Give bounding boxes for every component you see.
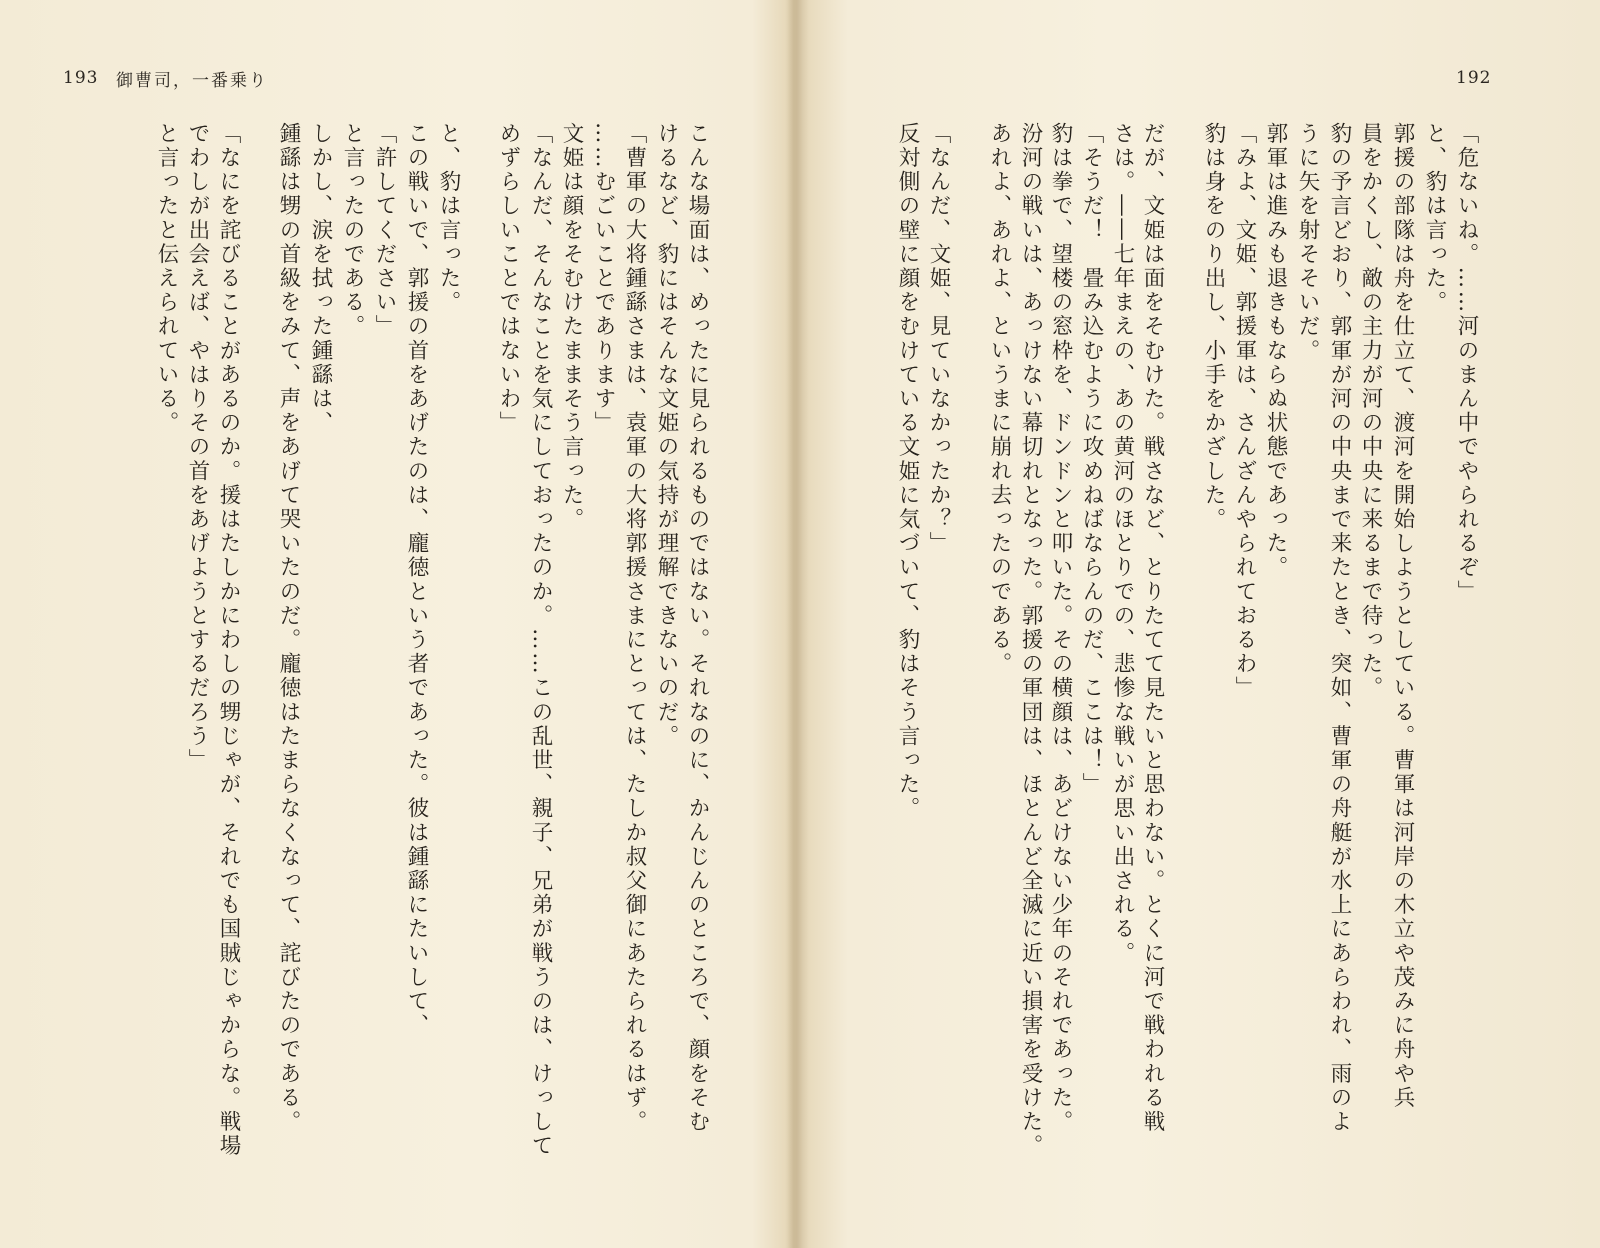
text-line: 文姫は顔をそむけたままそう言った。 (559, 122, 584, 532)
text-line: と、豹は言った。 (436, 122, 461, 315)
text-line: 員をかくし、敵の主力が河の中央に来るまで待った。 (1358, 122, 1383, 701)
text-line: 「そうだ！ 畳み込むように攻めねばならんのだ、ここは！」 (1079, 122, 1104, 797)
left-page-number: 193 (63, 68, 99, 88)
text-line: 「危ないね。……河のまん中でやられるぞ」 (1454, 122, 1479, 604)
text-line: あれよ、あれよ、というまに崩れ去ったのである。 (987, 122, 1012, 677)
text-line: しかし、涙を拭った鍾繇は、 (308, 122, 333, 436)
text-line: さは。――七年まえの、あの黄河のほとりでの、悲惨な戦いが思い出される。 (1110, 122, 1135, 966)
text-line: 汾河の戦いは、あっけない幕切れとなった。郭援の軍団は、ほとんど全滅に近い損害を受けた。 (1018, 122, 1043, 1159)
text-line: ……むごいことであります」 (591, 122, 616, 436)
text-line: 反対側の壁に顔をむけている文姫に気づいて、豹はそう言った。 (895, 122, 920, 821)
text-line: でわしが出会えば、やはりその首をあげようとするだろう」 (185, 122, 210, 773)
text-line: 郭軍は進みも退きもならぬ状態であった。 (1263, 122, 1288, 580)
text-line: めずらしいことではないわ」 (496, 122, 521, 436)
right-page-number: 192 (1456, 68, 1492, 88)
text-line: 郭援の部隊は舟を仕立て、渡河を開始しようとしている。曹軍は河岸の木立や茂みに舟や兵 (1390, 122, 1415, 1111)
text-line: 豹の予言どおり、郭軍が河の中央まで来たとき、突如、曹軍の舟艇が水上にあらわれ、雨のよ (1327, 122, 1352, 1135)
text-line: 「曹軍の大将鍾繇さまは、袁軍の大将郭援さまにとっては、たしか叔父御にあたられるはず。 (622, 122, 647, 1135)
text-line: 「なにを詫びることがあるのか。援はたしかにわしの甥じゃが、それでも国賊じゃからな。戦場 (216, 122, 241, 1159)
left-page (0, 0, 795, 1248)
text-line: と言ったのである。 (340, 122, 365, 339)
text-line: だが、文姫は面をそむけた。戦さなど、とりたてて見たいと思わない。とくに河で戦われる戦 (1140, 122, 1165, 1135)
running-head: 御曹司，一番乗り (116, 71, 268, 91)
text-line: 「みよ、文姫、郭援軍は、さんざんやられておるわ」 (1232, 122, 1257, 701)
text-line: 豹は拳で、望楼の窓枠を、ドンドンと叩いた。その横顔は、あどけない少年のそれであった。 (1048, 122, 1073, 1135)
text-line: 鍾繇は甥の首級をみて、声をあげて哭いたのだ。龐徳はたまらなくなって、詫びたのである。 (276, 122, 301, 1135)
text-line: 「なんだ、文姫、見ていなかったか？」 (926, 122, 951, 556)
text-line: 「許してください」 (372, 122, 397, 339)
text-line: こんな場面は、めったに見られるものではない。それなのに、かんじんのところで、顔をそむ (685, 122, 710, 1135)
text-line: この戦いで、郭援の首をあげたのは、龐徳という者であった。彼は鍾繇にたいして、 (404, 122, 429, 1038)
text-line: と、豹は言った。 (1422, 122, 1447, 315)
text-line: けるなど、豹にはそんな文姫の気持が理解できないのだ。 (654, 122, 679, 749)
text-line: うに矢を射そそいだ。 (1295, 122, 1320, 363)
text-line: と言ったと伝えられている。 (154, 122, 179, 436)
text-line: 「なんだ、そんなことを気にしておったのか。……この乱世、親子、兄弟が戦うのは、けっして (528, 122, 553, 1159)
text-line: 豹は身をのり出し、小手をかざした。 (1201, 122, 1226, 532)
